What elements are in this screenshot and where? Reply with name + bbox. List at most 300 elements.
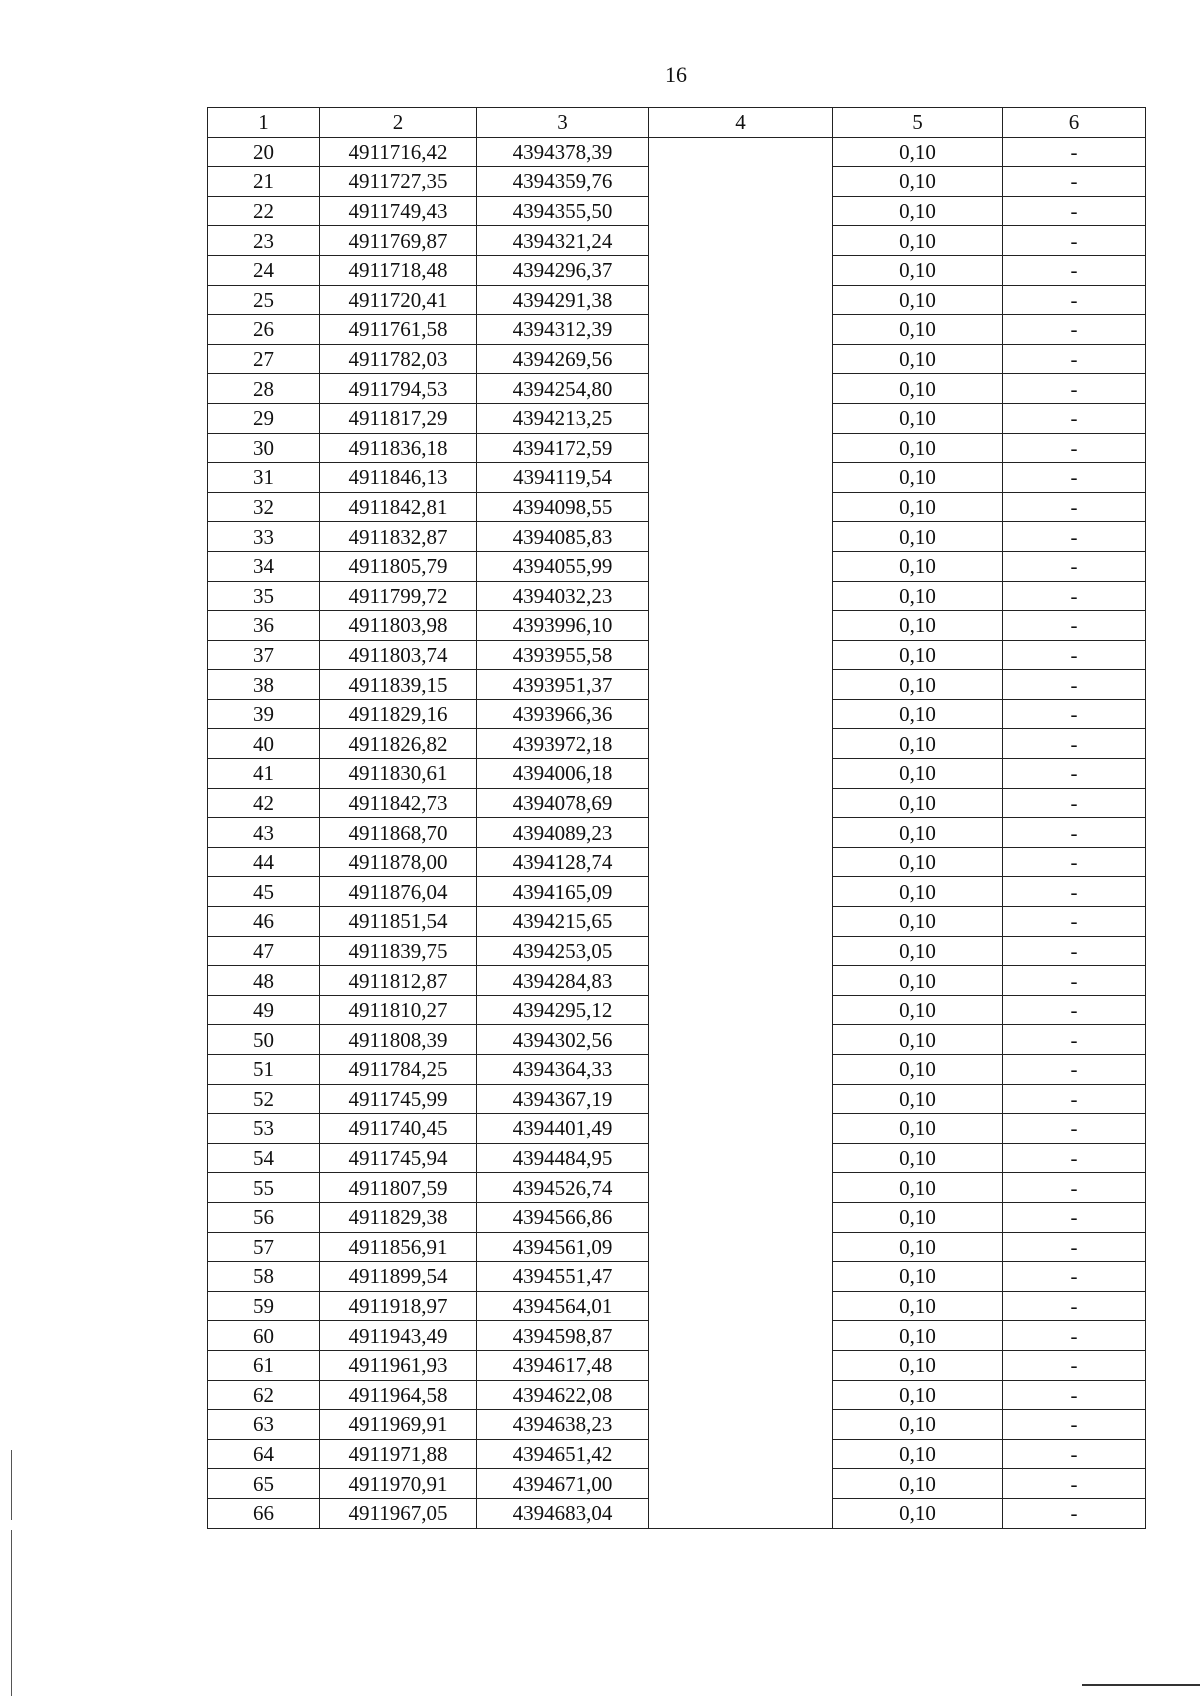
table-cell-col3: 4394359,76: [477, 167, 649, 197]
table-cell-col2: 4911810,27: [320, 995, 477, 1025]
table-row: [208, 1380, 1146, 1410]
table-cell-col6: -: [1003, 1025, 1146, 1055]
table-cell-col6: -: [1003, 670, 1146, 700]
table-cell-col3: 4393955,58: [477, 640, 649, 670]
table-cell-col2: 4911846,13: [320, 463, 477, 493]
table-cell-col2: 4911812,87: [320, 966, 477, 996]
table-cell-col3: 4394128,74: [477, 847, 649, 877]
table-cell-col1: 44: [208, 847, 320, 877]
table-cell-col4: [649, 315, 833, 345]
table-cell-col6: -: [1003, 847, 1146, 877]
table-cell-col4: [649, 640, 833, 670]
table-cell-col2: 4911967,05: [320, 1498, 477, 1528]
table-cell-col5: 0,10: [833, 818, 1003, 848]
table-cell-col4: [649, 1114, 833, 1144]
table-cell-col1: 65: [208, 1469, 320, 1499]
table-cell-col4: [649, 1439, 833, 1469]
table-cell-col2: 4911749,43: [320, 196, 477, 226]
table-cell-col6: -: [1003, 1202, 1146, 1232]
table-cell-col4: [649, 492, 833, 522]
table-cell-col1: 64: [208, 1439, 320, 1469]
table-cell-col3: 4394598,87: [477, 1321, 649, 1351]
table-cell-col5: 0,10: [833, 1439, 1003, 1469]
table-cell-col1: 61: [208, 1350, 320, 1380]
table-cell-col4: [649, 1410, 833, 1440]
table-cell-col2: 4911842,73: [320, 788, 477, 818]
table-cell-col4: [649, 759, 833, 789]
table-row: [208, 522, 1146, 552]
table-cell-col3: 4394085,83: [477, 522, 649, 552]
table-cell-col5: 0,10: [833, 315, 1003, 345]
table-cell-col3: 4394364,33: [477, 1055, 649, 1085]
table-cell-col2: 4911876,04: [320, 877, 477, 907]
table-cell-col4: [649, 285, 833, 315]
table-row: [208, 1321, 1146, 1351]
table-cell-col2: 4911830,61: [320, 759, 477, 789]
table-cell-col1: 40: [208, 729, 320, 759]
table-cell-col2: 4911803,98: [320, 611, 477, 641]
table-row: [208, 847, 1146, 877]
table-cell-col2: 4911794,53: [320, 374, 477, 404]
table-cell-col5: 0,10: [833, 196, 1003, 226]
table-cell-col5: 0,10: [833, 344, 1003, 374]
table-cell-col4: [649, 818, 833, 848]
table-cell-col3: 4394119,54: [477, 463, 649, 493]
column-header-4: 4: [649, 108, 833, 138]
table-row: [208, 344, 1146, 374]
table-cell-col3: 4394032,23: [477, 581, 649, 611]
table-cell-col1: 33: [208, 522, 320, 552]
table-cell-col4: [649, 936, 833, 966]
table-cell-col2: 4911878,00: [320, 847, 477, 877]
table-row: [208, 818, 1146, 848]
table-cell-col3: 4394321,24: [477, 226, 649, 256]
table-cell-col6: -: [1003, 463, 1146, 493]
table-row: [208, 285, 1146, 315]
table-cell-col1: 24: [208, 255, 320, 285]
table-cell-col2: 4911720,41: [320, 285, 477, 315]
table-row: [208, 1173, 1146, 1203]
table-cell-col3: 4394367,19: [477, 1084, 649, 1114]
table-cell-col3: 4394295,12: [477, 995, 649, 1025]
page-number: 16: [665, 62, 687, 87]
table-cell-col1: 30: [208, 433, 320, 463]
table-cell-col6: -: [1003, 1380, 1146, 1410]
table-row: [208, 788, 1146, 818]
table-cell-col3: 4394254,80: [477, 374, 649, 404]
table-row: [208, 137, 1146, 167]
table-cell-col2: 4911971,88: [320, 1439, 477, 1469]
table-row: [208, 936, 1146, 966]
table-cell-col1: 50: [208, 1025, 320, 1055]
table-cell-col5: 0,10: [833, 759, 1003, 789]
table-cell-col5: 0,10: [833, 522, 1003, 552]
table-cell-col2: 4911817,29: [320, 403, 477, 433]
table-cell-col3: 4394098,55: [477, 492, 649, 522]
table-cell-col3: 4394401,49: [477, 1114, 649, 1144]
table-cell-col3: 4394172,59: [477, 433, 649, 463]
table-cell-col1: 23: [208, 226, 320, 256]
table-cell-col1: 51: [208, 1055, 320, 1085]
table-cell-col4: [649, 1084, 833, 1114]
table-row: [208, 877, 1146, 907]
table-cell-col1: 59: [208, 1291, 320, 1321]
table-cell-col5: 0,10: [833, 1143, 1003, 1173]
table-cell-col2: 4911943,49: [320, 1321, 477, 1351]
table-cell-col2: 4911969,91: [320, 1410, 477, 1440]
table-cell-col4: [649, 1469, 833, 1499]
column-header-5: 5: [833, 108, 1003, 138]
table-cell-col5: 0,10: [833, 640, 1003, 670]
table-cell-col4: [649, 403, 833, 433]
table-cell-col6: -: [1003, 1439, 1146, 1469]
table-cell-col4: [649, 788, 833, 818]
table-cell-col6: -: [1003, 1262, 1146, 1292]
table-cell-col4: [649, 877, 833, 907]
table-cell-col5: 0,10: [833, 729, 1003, 759]
table-cell-col1: 54: [208, 1143, 320, 1173]
table-cell-col6: -: [1003, 1232, 1146, 1262]
table-cell-col5: 0,10: [833, 907, 1003, 937]
table-row: [208, 463, 1146, 493]
table-cell-col5: 0,10: [833, 1173, 1003, 1203]
table-cell-col4: [649, 196, 833, 226]
table-row: [208, 611, 1146, 641]
table-cell-col1: 60: [208, 1321, 320, 1351]
table-row: [208, 1498, 1146, 1528]
table-cell-col1: 32: [208, 492, 320, 522]
table-row: [208, 670, 1146, 700]
table-cell-col4: [649, 1321, 833, 1351]
table-cell-col5: 0,10: [833, 1498, 1003, 1528]
scan-edge-line: [11, 1530, 12, 1696]
table-cell-col1: 45: [208, 877, 320, 907]
table-row: [208, 1291, 1146, 1321]
table-cell-col1: 49: [208, 995, 320, 1025]
table-cell-col3: 4394269,56: [477, 344, 649, 374]
table-cell-col4: [649, 226, 833, 256]
table-cell-col4: [649, 729, 833, 759]
table-cell-col6: -: [1003, 1498, 1146, 1528]
table-cell-col3: 4393966,36: [477, 699, 649, 729]
scan-edge-line: [11, 1450, 12, 1520]
table-cell-col6: -: [1003, 759, 1146, 789]
table-cell-col4: [649, 344, 833, 374]
table-cell-col4: [649, 1202, 833, 1232]
table-cell-col2: 4911807,59: [320, 1173, 477, 1203]
table-cell-col5: 0,10: [833, 1469, 1003, 1499]
table-cell-col6: -: [1003, 907, 1146, 937]
column-header-6: 6: [1003, 108, 1146, 138]
table-cell-col2: 4911839,75: [320, 936, 477, 966]
table-row: [208, 1202, 1146, 1232]
table-row: [208, 1439, 1146, 1469]
table-row: [208, 492, 1146, 522]
table-cell-col6: -: [1003, 729, 1146, 759]
table-cell-col1: 47: [208, 936, 320, 966]
table-cell-col3: 4394378,39: [477, 137, 649, 167]
table-cell-col4: [649, 966, 833, 996]
table-cell-col6: -: [1003, 226, 1146, 256]
table-cell-col2: 4911839,15: [320, 670, 477, 700]
table-cell-col2: 4911769,87: [320, 226, 477, 256]
table-cell-col1: 28: [208, 374, 320, 404]
table-cell-col5: 0,10: [833, 463, 1003, 493]
table-cell-col1: 66: [208, 1498, 320, 1528]
table-cell-col5: 0,10: [833, 492, 1003, 522]
table-cell-col3: 4394213,25: [477, 403, 649, 433]
table-cell-col3: 4394089,23: [477, 818, 649, 848]
column-header-3: 3: [477, 108, 649, 138]
table-cell-col6: -: [1003, 196, 1146, 226]
table-cell-col4: [649, 670, 833, 700]
table-cell-col1: 31: [208, 463, 320, 493]
table-cell-col5: 0,10: [833, 1114, 1003, 1144]
table-row: [208, 759, 1146, 789]
table-cell-col5: 0,10: [833, 1350, 1003, 1380]
table-cell-col6: -: [1003, 640, 1146, 670]
table-cell-col3: 4394566,86: [477, 1202, 649, 1232]
table-cell-col2: 4911740,45: [320, 1114, 477, 1144]
table-cell-col6: -: [1003, 936, 1146, 966]
table-cell-col5: 0,10: [833, 1380, 1003, 1410]
table-cell-col4: [649, 1055, 833, 1085]
table-cell-col1: 57: [208, 1232, 320, 1262]
table-cell-col3: 4393996,10: [477, 611, 649, 641]
table-cell-col6: -: [1003, 966, 1146, 996]
table-cell-col2: 4911761,58: [320, 315, 477, 345]
table-cell-col6: -: [1003, 167, 1146, 197]
table-row: [208, 640, 1146, 670]
table-row: [208, 907, 1146, 937]
table-cell-col5: 0,10: [833, 167, 1003, 197]
table-cell-col6: -: [1003, 1350, 1146, 1380]
table-cell-col6: -: [1003, 551, 1146, 581]
table-cell-col4: [649, 611, 833, 641]
table-cell-col6: -: [1003, 374, 1146, 404]
table-cell-col6: -: [1003, 877, 1146, 907]
table-cell-col5: 0,10: [833, 374, 1003, 404]
table-cell-col4: [649, 167, 833, 197]
table-cell-col4: [649, 1350, 833, 1380]
table-cell-col3: 4394055,99: [477, 551, 649, 581]
table-cell-col6: -: [1003, 137, 1146, 167]
table-row: [208, 403, 1146, 433]
table-cell-col3: 4394526,74: [477, 1173, 649, 1203]
table-cell-col3: 4393951,37: [477, 670, 649, 700]
table-cell-col1: 63: [208, 1410, 320, 1440]
table-cell-col4: [649, 255, 833, 285]
table-cell-col3: 4394564,01: [477, 1291, 649, 1321]
table-cell-col1: 46: [208, 907, 320, 937]
table-cell-col2: 4911782,03: [320, 344, 477, 374]
table-cell-col6: -: [1003, 1321, 1146, 1351]
table-cell-col3: 4394291,38: [477, 285, 649, 315]
table-cell-col4: [649, 1291, 833, 1321]
column-header-2: 2: [320, 108, 477, 138]
table-cell-col6: -: [1003, 1173, 1146, 1203]
table-cell-col4: [649, 433, 833, 463]
table-cell-col6: -: [1003, 255, 1146, 285]
table-cell-col1: 34: [208, 551, 320, 581]
table-row: [208, 1469, 1146, 1499]
table-cell-col1: 29: [208, 403, 320, 433]
table-cell-col2: 4911829,38: [320, 1202, 477, 1232]
table-cell-col6: -: [1003, 315, 1146, 345]
table-row: [208, 1232, 1146, 1262]
table-cell-col2: 4911851,54: [320, 907, 477, 937]
table-cell-col2: 4911856,91: [320, 1232, 477, 1262]
table-row: [208, 1410, 1146, 1440]
coordinates-table: [207, 107, 1146, 1529]
table-cell-col6: -: [1003, 1143, 1146, 1173]
table-cell-col2: 4911836,18: [320, 433, 477, 463]
table-cell-col2: 4911745,94: [320, 1143, 477, 1173]
column-header-1: 1: [208, 108, 320, 138]
table-cell-col4: [649, 1498, 833, 1528]
table-cell-col5: 0,10: [833, 255, 1003, 285]
table-cell-col2: 4911745,99: [320, 1084, 477, 1114]
table-row: [208, 315, 1146, 345]
table-cell-col3: 4394638,23: [477, 1410, 649, 1440]
table-cell-col4: [649, 1232, 833, 1262]
table-row: [208, 1262, 1146, 1292]
table-cell-col1: 48: [208, 966, 320, 996]
table-cell-col5: 0,10: [833, 788, 1003, 818]
table-cell-col5: 0,10: [833, 1202, 1003, 1232]
table-cell-col3: 4394651,42: [477, 1439, 649, 1469]
table-cell-col3: 4394551,47: [477, 1262, 649, 1292]
table-row: [208, 995, 1146, 1025]
table-cell-col6: -: [1003, 788, 1146, 818]
table-row: [208, 255, 1146, 285]
table-cell-col1: 43: [208, 818, 320, 848]
table-cell-col2: 4911727,35: [320, 167, 477, 197]
table-cell-col4: [649, 907, 833, 937]
table-cell-col5: 0,10: [833, 1410, 1003, 1440]
table-cell-col6: -: [1003, 433, 1146, 463]
table-row: [208, 374, 1146, 404]
table-row: [208, 1055, 1146, 1085]
table-cell-col5: 0,10: [833, 433, 1003, 463]
table-cell-col3: 4394006,18: [477, 759, 649, 789]
table-cell-col2: 4911784,25: [320, 1055, 477, 1085]
table-cell-col2: 4911868,70: [320, 818, 477, 848]
table-cell-col4: [649, 1262, 833, 1292]
table-cell-col6: -: [1003, 699, 1146, 729]
table-cell-col6: -: [1003, 1291, 1146, 1321]
scan-corner-mark: [1082, 1684, 1200, 1686]
table-cell-col6: -: [1003, 995, 1146, 1025]
table-cell-col4: [649, 1143, 833, 1173]
table-cell-col1: 38: [208, 670, 320, 700]
table-cell-col1: 62: [208, 1380, 320, 1410]
table-cell-col6: -: [1003, 581, 1146, 611]
table-cell-col5: 0,10: [833, 995, 1003, 1025]
table-header-row: [208, 108, 1146, 138]
table-cell-col5: 0,10: [833, 877, 1003, 907]
table-row: [208, 551, 1146, 581]
table-cell-col3: 4394355,50: [477, 196, 649, 226]
table-cell-col3: 4394078,69: [477, 788, 649, 818]
table-cell-col5: 0,10: [833, 403, 1003, 433]
table-cell-col5: 0,10: [833, 285, 1003, 315]
table-cell-col1: 26: [208, 315, 320, 345]
table-cell-col3: 4394302,56: [477, 1025, 649, 1055]
table-row: [208, 699, 1146, 729]
table-cell-col5: 0,10: [833, 137, 1003, 167]
table-cell-col1: 35: [208, 581, 320, 611]
table-cell-col6: -: [1003, 344, 1146, 374]
table-cell-col5: 0,10: [833, 226, 1003, 256]
table-cell-col2: 4911970,91: [320, 1469, 477, 1499]
table-cell-col6: -: [1003, 403, 1146, 433]
table-cell-col3: 4394683,04: [477, 1498, 649, 1528]
table-cell-col6: -: [1003, 1469, 1146, 1499]
table-cell-col5: 0,10: [833, 847, 1003, 877]
table-cell-col6: -: [1003, 1084, 1146, 1114]
table-cell-col4: [649, 1380, 833, 1410]
table-cell-col2: 4911803,74: [320, 640, 477, 670]
table-row: [208, 1025, 1146, 1055]
table-cell-col4: [649, 463, 833, 493]
table-row: [208, 226, 1146, 256]
table-cell-col1: 27: [208, 344, 320, 374]
table-cell-col5: 0,10: [833, 1055, 1003, 1085]
table-cell-col3: 4394622,08: [477, 1380, 649, 1410]
table-cell-col2: 4911832,87: [320, 522, 477, 552]
table-cell-col2: 4911826,82: [320, 729, 477, 759]
table-cell-col2: 4911718,48: [320, 255, 477, 285]
table-row: [208, 196, 1146, 226]
table-cell-col5: 0,10: [833, 1321, 1003, 1351]
table-cell-col3: 4394165,09: [477, 877, 649, 907]
table-cell-col3: 4394253,05: [477, 936, 649, 966]
table-cell-col1: 53: [208, 1114, 320, 1144]
table-cell-col1: 39: [208, 699, 320, 729]
table-cell-col3: 4394671,00: [477, 1469, 649, 1499]
table-cell-col1: 55: [208, 1173, 320, 1203]
table-cell-col6: -: [1003, 492, 1146, 522]
table-row: [208, 1350, 1146, 1380]
table-cell-col5: 0,10: [833, 611, 1003, 641]
table-cell-col3: 4394296,37: [477, 255, 649, 285]
table-cell-col5: 0,10: [833, 1291, 1003, 1321]
table-cell-col2: 4911964,58: [320, 1380, 477, 1410]
table-cell-col4: [649, 995, 833, 1025]
table-cell-col4: [649, 581, 833, 611]
table-cell-col3: 4394484,95: [477, 1143, 649, 1173]
table-cell-col1: 52: [208, 1084, 320, 1114]
table-row: [208, 1143, 1146, 1173]
table-cell-col4: [649, 699, 833, 729]
table-cell-col6: -: [1003, 1410, 1146, 1440]
table-cell-col3: 4394561,09: [477, 1232, 649, 1262]
table-cell-col5: 0,10: [833, 1025, 1003, 1055]
table-cell-col2: 4911961,93: [320, 1350, 477, 1380]
table-row: [208, 1084, 1146, 1114]
table-cell-col6: -: [1003, 818, 1146, 848]
table-cell-col6: -: [1003, 522, 1146, 552]
table-cell-col4: [649, 1025, 833, 1055]
table-cell-col5: 0,10: [833, 936, 1003, 966]
table-cell-col1: 36: [208, 611, 320, 641]
table-row: [208, 1114, 1146, 1144]
table-cell-col5: 0,10: [833, 1262, 1003, 1292]
table-cell-col1: 42: [208, 788, 320, 818]
table-cell-col5: 0,10: [833, 1232, 1003, 1262]
table-cell-col1: 41: [208, 759, 320, 789]
